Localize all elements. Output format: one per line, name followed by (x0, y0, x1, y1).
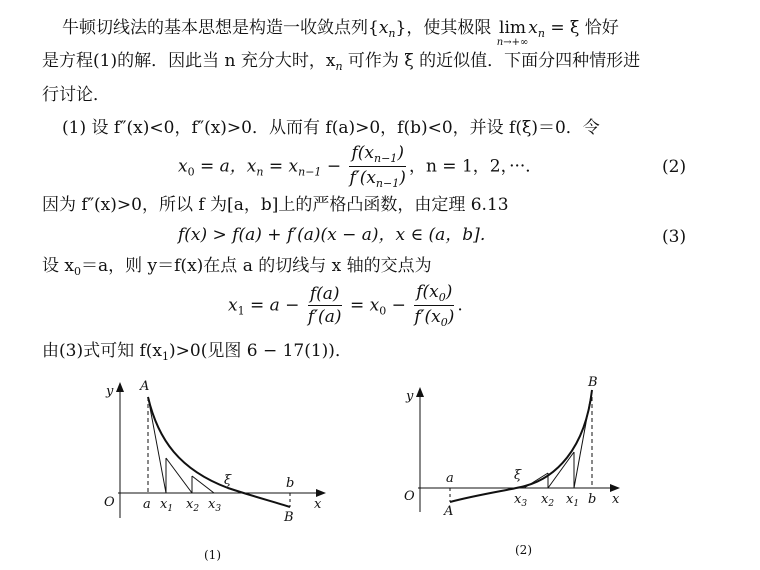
equation-3-number: (3) (662, 227, 687, 247)
figure-1-label-x1: $x_1$ (160, 497, 174, 514)
eq3-text: f(x) > f(a) + f′(a)(x − a)，x ∈ (a，b]． (178, 225, 497, 245)
figure-2-label-A: A (444, 504, 454, 519)
figure-2-label-x2: $x_2$ (541, 492, 555, 509)
eq4-minus2: − (386, 295, 412, 316)
eq2-num-sub: n−1 (374, 152, 398, 165)
figure-1-tangent-3 (192, 476, 214, 493)
paragraph1-line2-text: 是方程(1)的解．因此当 n 充分大时，x (42, 51, 336, 71)
eq4-eq2: = x (344, 295, 380, 316)
case1-text: (1) 设 f″(x)<0，f″(x)>0．从而有 f(a)>0，f(b)<0，并设 f(ξ)＝0．令 (62, 118, 600, 138)
conclude-text-a: 由(3)式可知 f(x (42, 341, 162, 361)
set-sub: 0 (74, 265, 81, 278)
paragraph1-line2-text-b: 可作为 ξ 的近似值．下面分四种情形进 (342, 51, 641, 71)
figure-2-label-x: x (612, 492, 620, 507)
lim-word: lim (499, 18, 527, 38)
eq2-lhs-sub2: n (256, 165, 264, 179)
eq2-num-close: ) (397, 143, 404, 163)
eq4-eq2-sub: 0 (379, 304, 387, 318)
eq4-lhs: x (228, 295, 238, 316)
eq4-eq: = a − (244, 295, 305, 316)
eq2-den-f: f′(x (349, 168, 376, 188)
paragraph1-line3-text: 行讨论． (42, 85, 110, 105)
figure-2-y-arrow (416, 387, 424, 397)
eq4-num2-a: f(x (416, 282, 439, 302)
eq4-num2-sub: 0 (438, 291, 446, 304)
figure-2-x-arrow (610, 484, 620, 492)
figure-2-tangent-2 (548, 452, 574, 488)
figure-1-label-xi: ξ (224, 473, 232, 488)
eq4-den2-b: ) (447, 307, 455, 327)
lim-sub: n (537, 27, 545, 40)
eq4-end: . (457, 295, 463, 316)
figure-1-label-x2: $x_2$ (186, 497, 200, 514)
figure-1-tangent-1 (148, 397, 166, 493)
seq-sub: n (388, 27, 396, 40)
eq4-num2-b: ) (445, 282, 453, 302)
seq-brace-open: { (368, 18, 379, 38)
figure-2-label-xi: ξ (514, 468, 522, 483)
set-text-a: 设 x (42, 256, 74, 276)
eq4-lhs-sub: 1 (237, 304, 245, 318)
eq2-lhs: x (178, 156, 188, 177)
eq4-den1: f′(a) (307, 307, 342, 327)
figure-2-label-x3: $x_3$ (514, 492, 528, 509)
figure-2-caption: (2) (515, 543, 532, 557)
eq2-tail: ，n = 1，2，···． (408, 156, 543, 177)
paragraph1-line1-text-b: ，使其极限 (406, 18, 492, 38)
conclude-text-b: )>0(见图 6 − 17(1))． (169, 341, 352, 361)
eq2-lhs-rest2: = x (263, 156, 299, 177)
figure-1-tangent-2 (166, 458, 192, 493)
eq4-num1: f(a) (309, 284, 340, 304)
eq2-lhs-sub: 0 (187, 165, 195, 179)
eq2-num-f: f(x (351, 143, 374, 163)
eq2-den-sub: n−1 (375, 177, 400, 190)
figure-1-label-x3: $x_3$ (208, 497, 222, 514)
because-text: 因为 f″(x)>0，所以 f 为[a，b]上的严格凸函数，由定理 6.13 (42, 195, 509, 215)
figure-1-caption: (1) (204, 548, 221, 562)
conclude-sub: 1 (162, 350, 169, 363)
figure-1-label-x: x (314, 497, 322, 512)
figure-2-labels (404, 375, 620, 557)
figure-1-label-b: b (286, 476, 295, 491)
seq-brace-close: } (395, 18, 407, 38)
figure-2-tangent-1 (574, 390, 592, 488)
paragraph1-line2-sub: n (335, 60, 343, 73)
figure-2-label-y: y (406, 389, 414, 404)
figure-2-label-x1: $x_1$ (566, 492, 580, 509)
figure-1-label-y: y (106, 384, 114, 399)
figure-1-label-O: O (104, 495, 115, 510)
figure-1-x-arrow (316, 489, 326, 497)
eq2-minus: − (321, 156, 347, 177)
figure-2-label-O: O (404, 489, 415, 504)
lim-under: n→+∞ (496, 37, 529, 48)
figure-2-label-B: B (588, 375, 598, 390)
figure-1-labels (104, 379, 322, 562)
figure-2-tangent-3 (524, 473, 548, 488)
figure-1-curve (148, 397, 290, 507)
figure-2-label-a: a (446, 471, 454, 486)
figure-1-label-a: a (143, 497, 151, 512)
lim-eq: = ξ 恰好 (544, 18, 619, 38)
seq-var: x (378, 18, 389, 38)
figure-1-label-A: A (140, 379, 150, 394)
figure-1-label-B: B (284, 510, 294, 525)
eq4-den2-a: f′(x (414, 307, 441, 327)
set-text-b: ＝a，则 y＝f(x)在点 a 的切线与 x 轴的交点为 (81, 256, 432, 276)
figure-2-curve (450, 390, 592, 502)
eq2-den-close: ) (399, 168, 406, 188)
eq2-lhs-rest: = a，x (194, 156, 257, 177)
figure-2-label-b: b (588, 492, 597, 507)
eq4-den2-sub: 0 (440, 316, 448, 329)
eq2-lhs-sub3: n−1 (298, 165, 322, 179)
lim-var: x (528, 18, 538, 38)
figure-1-y-arrow (116, 382, 124, 392)
paragraph1-line1-text-a: 牛顿切线法的基本思想是构造一收敛点列 (62, 18, 368, 38)
equation-2-number: (2) (662, 157, 687, 177)
